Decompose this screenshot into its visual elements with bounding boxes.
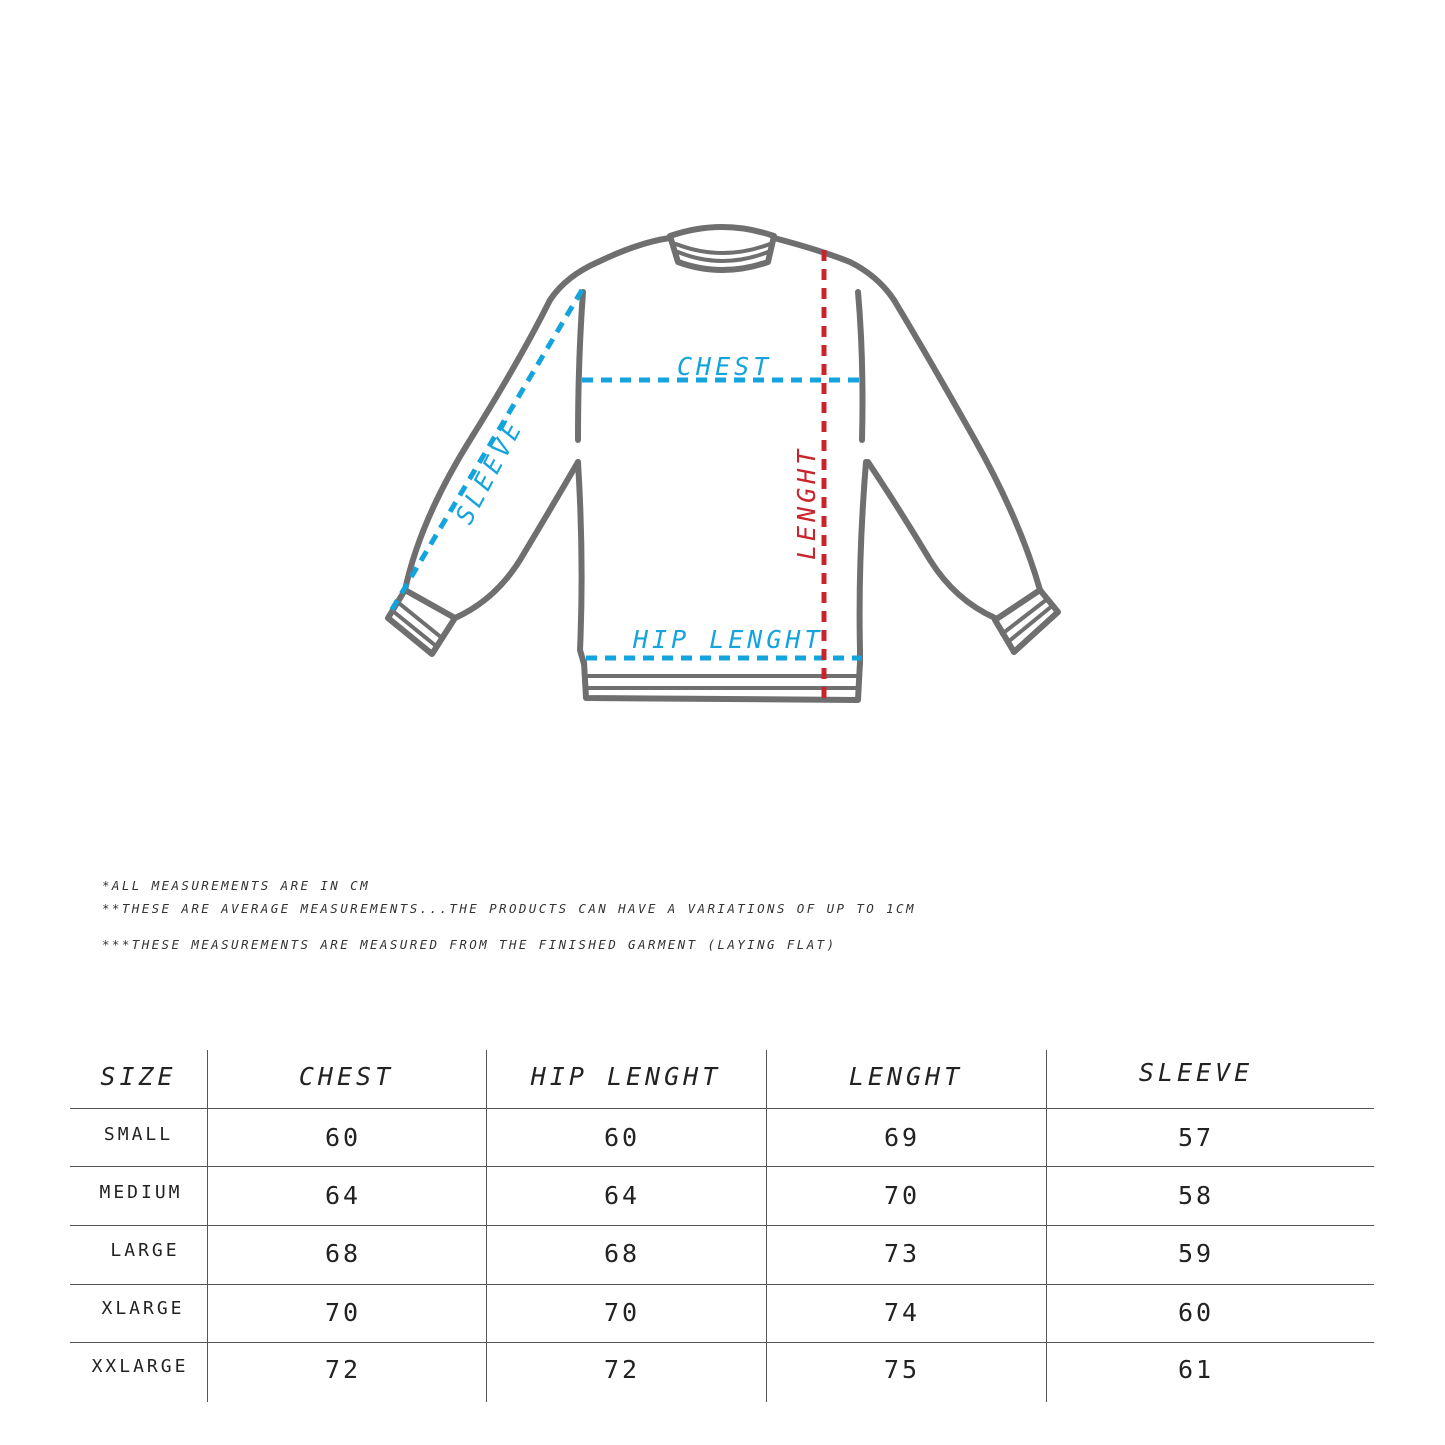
waistband (584, 662, 860, 700)
table-divider (766, 1050, 767, 1402)
body-left-lower (578, 462, 584, 664)
cell-length: 70 (883, 1181, 921, 1210)
cell-chest: 64 (324, 1181, 362, 1210)
body-right-upper (858, 292, 863, 440)
row-size-label: XXLARGE (91, 1356, 189, 1377)
length-label: LENGHT (792, 445, 821, 560)
measure-labels (450, 352, 824, 654)
cell-sleeve: 59 (1177, 1239, 1215, 1268)
body-right-lower (860, 462, 866, 664)
cell-length: 74 (883, 1298, 921, 1327)
cell-sleeve: 58 (1177, 1181, 1215, 1210)
table-divider (70, 1284, 1374, 1285)
table-divider (1046, 1050, 1047, 1402)
collar-rib (676, 244, 770, 253)
note-average: **THESE ARE AVERAGE MEASUREMENTS...THE PRODUCTS CAN HAVE A VARIATIONS OF UP TO 1CM (102, 901, 916, 916)
header-length: LENGHT (848, 1062, 964, 1091)
header-size: SIZE (100, 1062, 177, 1091)
row-size-label: MEDIUM (99, 1182, 183, 1203)
cell-length: 73 (883, 1239, 921, 1268)
sleeve-label: SLEEVE (449, 414, 529, 529)
cell-length: 69 (883, 1123, 921, 1152)
body-left-upper (578, 292, 583, 440)
cell-hip-length: 60 (603, 1123, 641, 1152)
cell-length: 75 (883, 1355, 921, 1384)
header-hip-length: HIP LENGHT (530, 1062, 722, 1091)
table-divider (70, 1108, 1374, 1109)
note-finished-garment: ***THESE MEASUREMENTS ARE MEASURED FROM THE FINISHED GARMENT (LAYING FLAT) (102, 937, 837, 952)
table-divider (207, 1050, 208, 1402)
sleeve-right-inner (868, 462, 995, 618)
cell-sleeve: 57 (1177, 1123, 1215, 1152)
cell-chest: 70 (324, 1298, 362, 1327)
header-sleeve: SLEEVE (1138, 1058, 1254, 1087)
cell-hip-length: 70 (603, 1298, 641, 1327)
cell-sleeve: 61 (1177, 1355, 1215, 1384)
chest-label: CHEST (677, 352, 773, 381)
cell-chest: 60 (324, 1123, 362, 1152)
shoulder-right (774, 238, 894, 300)
cuff-right (995, 590, 1058, 652)
table-divider (70, 1225, 1374, 1226)
hip-length-label: HIP LENGHT (633, 625, 824, 654)
cell-chest: 72 (324, 1355, 362, 1384)
row-size-label: LARGE (110, 1240, 180, 1261)
cell-hip-length: 72 (603, 1355, 641, 1384)
row-size-label: SMALL (103, 1124, 174, 1145)
sleeve-right-outer (894, 300, 1040, 590)
table-divider (70, 1342, 1374, 1343)
size-chart-table (70, 1050, 1374, 1402)
table-divider (70, 1166, 1374, 1167)
cell-hip-length: 64 (603, 1181, 641, 1210)
cell-sleeve: 60 (1177, 1298, 1215, 1327)
row-size-label: XLARGE (101, 1298, 185, 1319)
cell-chest: 68 (324, 1239, 362, 1268)
cell-hip-length: 68 (603, 1239, 641, 1268)
table-divider (486, 1050, 487, 1402)
header-chest: CHEST (298, 1062, 395, 1091)
note-units: *ALL MEASUREMENTS ARE IN CM (102, 878, 370, 893)
shoulder-left (550, 238, 670, 300)
